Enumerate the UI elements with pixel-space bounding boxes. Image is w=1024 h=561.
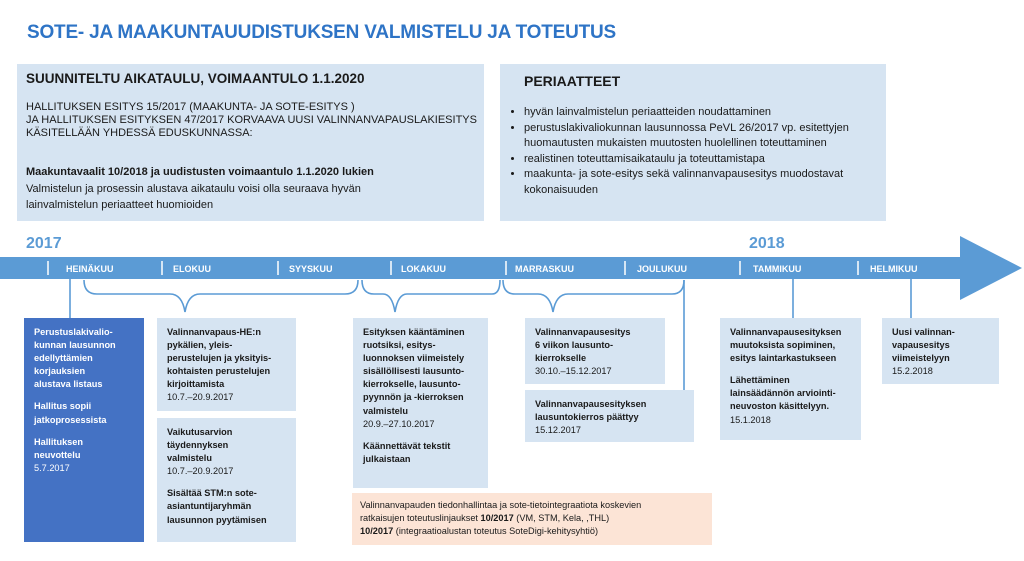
principle-item: • realistinen toteuttamisaikataulu ja toteuttamistapa (524, 152, 902, 168)
principle-item: • maakunta- ja sote-esitys sekä valinnanvapausesitys muodostavat kokonaisuuden (524, 167, 902, 198)
month-label: SYYSKUU (289, 264, 333, 274)
page-title: SOTE- JA MAAKUNTAUUDISTUKSEN VALMISTELU JA TOTEUTUS (27, 22, 617, 43)
milestone-box-translation: Esityksen kääntäminen ruotsiksi, esitys- luonnoksen viimeistely sisällöllisesti lausunto- kierrokselle, lausunto- pyynnön ja -kierroksen valmistelu 20.9.–27.10.2017 Käännettävät tekstit julkaistaan (353, 318, 488, 488)
month-label: MARRASKUU (515, 264, 574, 274)
schedule-intro: HALLITUKSEN ESITYS 15/2017 (MAAKUNTA- JA SOTE-ESITYS ) JA HALLITUKSEN ESITYKSEN 47/2017 KORVAAVA UUSI VALINNANVAPAUSLAKIESITYS KÄSITELLÄÄN YHDESSÄ EDUSKUNNASSA: (26, 101, 477, 139)
principle-item: • hyvän lainvalmistelun periaatteiden noudattaminen (524, 105, 902, 121)
month-label: LOKAKUU (401, 264, 446, 274)
milestone-box-july: Perustuslakivalio- kunnan lausunnon edellyttämien korjauksien alustava listaus Hallitus sopii jatkoprosessista Hallituksen neuvottelu 5.7.2017 (24, 318, 144, 542)
month-label: TAMMIKUU (753, 264, 802, 274)
timeline-arrow (0, 236, 1022, 300)
month-label: ELOKUU (173, 264, 211, 274)
brace-3 (503, 280, 684, 312)
principles-heading: PERIAATTEET (524, 73, 621, 89)
year-2017: 2017 (26, 235, 62, 252)
month-label: JOULUKUU (637, 264, 688, 274)
milestone-box-drafting: Valinnanvapaus-HE:n pykälien, yleis- perustelujen ja yksityis- kohtaisten perustelujen kirjoittamista 10.7.–20.9.2017 (157, 318, 296, 411)
milestone-box-january: Valinnanvapausesityksen muutoksista sopiminen, esitys laintarkastukseen Lähettäminen lainsäädännön arviointi- neuvoston käsittelyyn. 15.1.2018 (720, 318, 861, 440)
brace-1 (84, 280, 358, 312)
month-label: HELMIKUU (870, 264, 918, 274)
year-2018: 2018 (749, 235, 785, 252)
schedule-heading: SUUNNITELTU AIKATAULU, VOIMAANTULO 1.1.2020 (26, 71, 365, 86)
milestone-box-consultation-end: Valinnanvapausesityksen lausuntokierros päättyy 15.12.2017 (525, 390, 694, 442)
month-label: HEINÄKUU (66, 264, 114, 274)
schedule-subheading: Maakuntavaalit 10/2018 ja uudistusten voimaantulo 1.1.2020 lukien (26, 166, 374, 178)
milestone-box-february: Uusi valinnan- vapausesitys viimeistelyyn 15.2.2018 (882, 318, 999, 384)
milestone-box-impact-assessment: Vaikutusarvion täydennyksen valmistelu 10.7.–20.9.2017 Sisältää STM:n sote- asiantuntijaryhmän lausunnon pyytämisen (157, 418, 296, 542)
principle-item: • perustuslakivaliokunnan lausunnossa PeVL 26/2017 vp. esitettyjen huomautusten mukaisten muutosten huolellinen toteuttaminen (524, 121, 902, 152)
schedule-body: Valmistelun ja prosessin alustava aikataulu voisi olla seuraava hyvän lainvalmistelun periaatteet huomioiden (26, 183, 361, 211)
brace-2 (362, 280, 500, 312)
integration-note-box: Valinnanvapauden tiedonhallintaa ja sote-tietointegraatiota koskevien ratkaisujen toteutuslinjaukset 10/2017 (VM, STM, Kela, ,THL) 10/2017 (integraatioalustan toteutus SoteDigi-kehitysyhtiö) (352, 493, 712, 545)
milestone-box-consultation-round: Valinnanvapausesitys 6 viikon lausunto- kierrokselle 30.10.–15.12.2017 (525, 318, 665, 384)
